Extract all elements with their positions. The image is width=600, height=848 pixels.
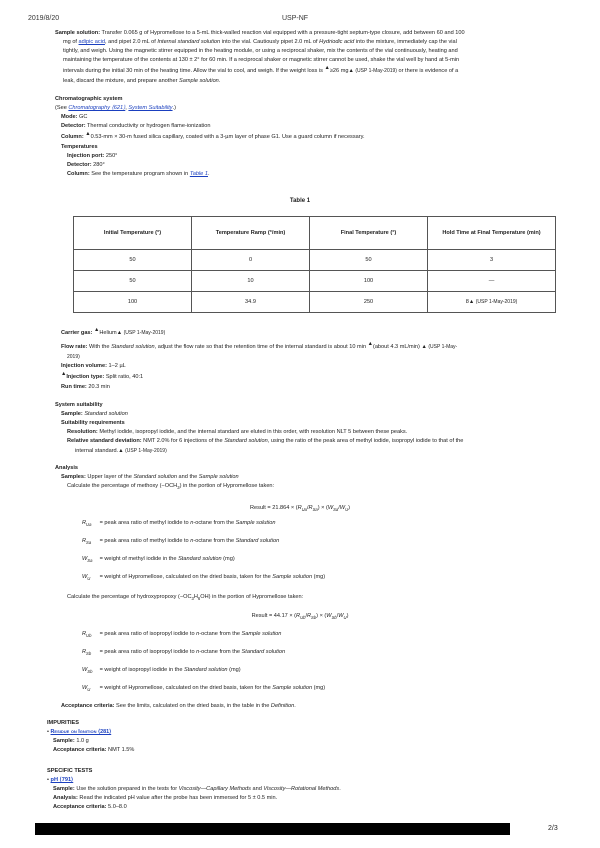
impurities-heading: IMPURITIES — [47, 720, 80, 726]
temperature-program-table — [73, 216, 556, 313]
hydroxypropoxy-definitions — [82, 630, 562, 702]
sample-solution-paragraph: Sample solution: Transfer 0.065 g of Hypromellose to a 5-mL thick-walled reaction vial equipped with a pressure-tight septum-type closure, add between 60 and 100 mg of adipic acid, and pipet 2.0 mL of Internal standard solution into the vial. Cautiously pipet 2.0 mL of Hydriodic acid into the mixture, immediately cap the vial tightly, and weigh. Using the magnetic stirrer equipped in the heating module, or using a reciprocal shaker, mix the contents of the vial continuously, heating and maintaining the temperature of the contents at 130 ± 2° for 60 min. If a reciprocal shaker or magnetic stirrer cannot be used, shake the vial well by hand at 5-min intervals during the initial 30 min of the heating time. Allow the vial to cool, and weigh. If the weight loss is ▲≥26 mg▲ (USP 1-May-2019) or there is evidence of a leak, discard the mixture, and prepare another Sample solution. — [55, 30, 465, 84]
table-1-link[interactable]: Table 1 — [189, 171, 208, 177]
revision-close-mark: ▲ — [348, 68, 354, 74]
col-temp-ramp: Temperature Ramp (°/min) — [192, 217, 310, 250]
table-row: 100 34.9 250 8▲ (USP 1-May-2019) — [74, 292, 556, 313]
methoxy-formula: Result = $21.864 \times (R_{Ua}/R_{Sa}) \times (W_{Sa}/W_U)$ — [250, 505, 350, 513]
adipic-acid-link[interactable]: adipic acid — [78, 39, 105, 45]
definition-row: $W_U$ = weight of Hypromellose, calculated on the dried basis, taken for the Sample solution (mg) — [82, 685, 326, 693]
impurities-section: IMPURITIES • Residue on Ignition ⟨281⟩ Sample: 1.0 g Acceptance criteria: NMT 1.5% — [47, 719, 567, 755]
definition-row: $R_{Ua}$ = peak area ratio of methyl iodide to n-octane from the Sample solution — [82, 520, 276, 528]
redaction-bar — [35, 823, 510, 835]
definition-row: $R_{Sb}$ = peak area ratio of isopropyl iodide to n-octane from the Standard solution — [82, 649, 286, 657]
table-row: 50 0 50 3 — [74, 250, 556, 271]
table-row: 50 10 100 — — [74, 271, 556, 292]
hydroxypropoxy-formula: Result = $44.17 \times (R_{Ub}/R_{Sb}) \times (W_{Sb}/W_U)$ — [251, 613, 349, 621]
system-suitability-link[interactable]: System Suitability — [128, 105, 173, 111]
definition-row: $W_U$ = weight of Hypromellose, calculated on the dried basis, taken for the Sample solution (mg) — [82, 574, 326, 582]
methoxy-definitions — [82, 519, 562, 591]
table-header-row — [74, 217, 556, 250]
system-suitability-section: System suitability Sample: Standard solution Suitability requirements Resolution: Methyl iodide, isopropyl iodide, and the internal standard are eluted in this order, with resolution NLT 5 between these peaks. Relative standard deviation: NMT 2.0% for 6 injections of the Standard solution, using the ratio of the peak area of methyl iodide, isopropyl iodide to that of the internal standard.▲ (USP 1-May-2019) — [55, 402, 464, 454]
col-final-temp: Final Temperature (°) — [310, 217, 428, 250]
analysis-section: Analysis Samples: Upper layer of the Standard solution and the Sample solution Calculate the percentage of methoxy $(-OCH_3)$ in the portion of Hypromellose taken: — [55, 465, 275, 491]
definition-row: $W_{Sa}$ = weight of methyl iodide in the Standard solution (mg) — [82, 556, 235, 564]
specific-tests-heading: SPECIFIC TESTS — [47, 768, 93, 774]
print-date: 2019/8/20 — [28, 15, 60, 22]
specific-tests-section: SPECIFIC TESTS • pH ⟨791⟩ Sample: Use the solution prepared in the tests for Viscosity—Capillary Methods and Viscosity—Rotational Methods. Analysis: Read the indicated pH value after the probe has been immersed for 5 ± 0.5 min. Acceptance criteria: 5.0–8.0 — [47, 767, 567, 812]
print-title: USP-NF — [282, 15, 309, 22]
table-1-title: Table 1 — [289, 198, 311, 204]
hydroxypropoxy-intro: Calculate the percentage of hydroxypropoxy $(-OC_3H_6OH)$ in the portion of Hypromellose taken: — [67, 594, 304, 602]
definition-row: $R_{Sa}$ = peak area ratio of methyl iodide to n-octane from the Standard solution — [82, 538, 280, 546]
gc-conditions: Carrier gas: ▲Helium▲ (USP 1-May-2019) Flow rate: With the Standard solution, adjust the flow rate so that the retention time of the internal standard is about 10 min ▲(about 4.3 mL/min) ▲ (USP 1-May- 2019) Injection volume: 1–2 µL ▲Injection type: Split ratio, 40:1 Run time: 20.3 min — [61, 327, 458, 390]
col-hold-time: Hold Time at Final Temperature (min) — [428, 217, 556, 250]
chromatographic-system-heading: Chromatographic system — [55, 96, 123, 102]
chromatography-621-link[interactable]: Chromatography ⟨621⟩ — [68, 105, 126, 111]
revision-open-mark: ▲ — [324, 65, 330, 72]
residue-on-ignition-link[interactable]: Residue on Ignition ⟨281⟩ — [50, 729, 112, 735]
definition-row: $R_{Ub}$ = peak area ratio of isopropyl iodide to n-octane from the Sample solution — [82, 631, 282, 639]
definition-row: $W_{Sb}$ = weight of isopropyl iodide in the Standard solution (mg) — [82, 667, 241, 675]
chromatographic-system-section: Chromatographic system (See Chromatography ⟨621⟩, System Suitability.) Mode: GC Detector: Thermal conductivity or hydrogen flame-ionization Column: ▲0.53-mm × 30-m fused silica capillary, coated with a 3-µm layer of phase G1. Use a guard column if necessary. Temperatures Injection port: 250° Detector: 280° Column: See the temperature program shown in Table 1. — [55, 95, 565, 179]
analysis-acceptance-criteria: Acceptance criteria: See the limits, calculated on the dried basis, in the table in the Definition. — [61, 703, 296, 709]
ph-791-link[interactable]: pH ⟨791⟩ — [50, 777, 74, 783]
page-number: 2/3 — [548, 825, 558, 832]
col-initial-temp: Initial Temperature (°) — [74, 217, 192, 250]
